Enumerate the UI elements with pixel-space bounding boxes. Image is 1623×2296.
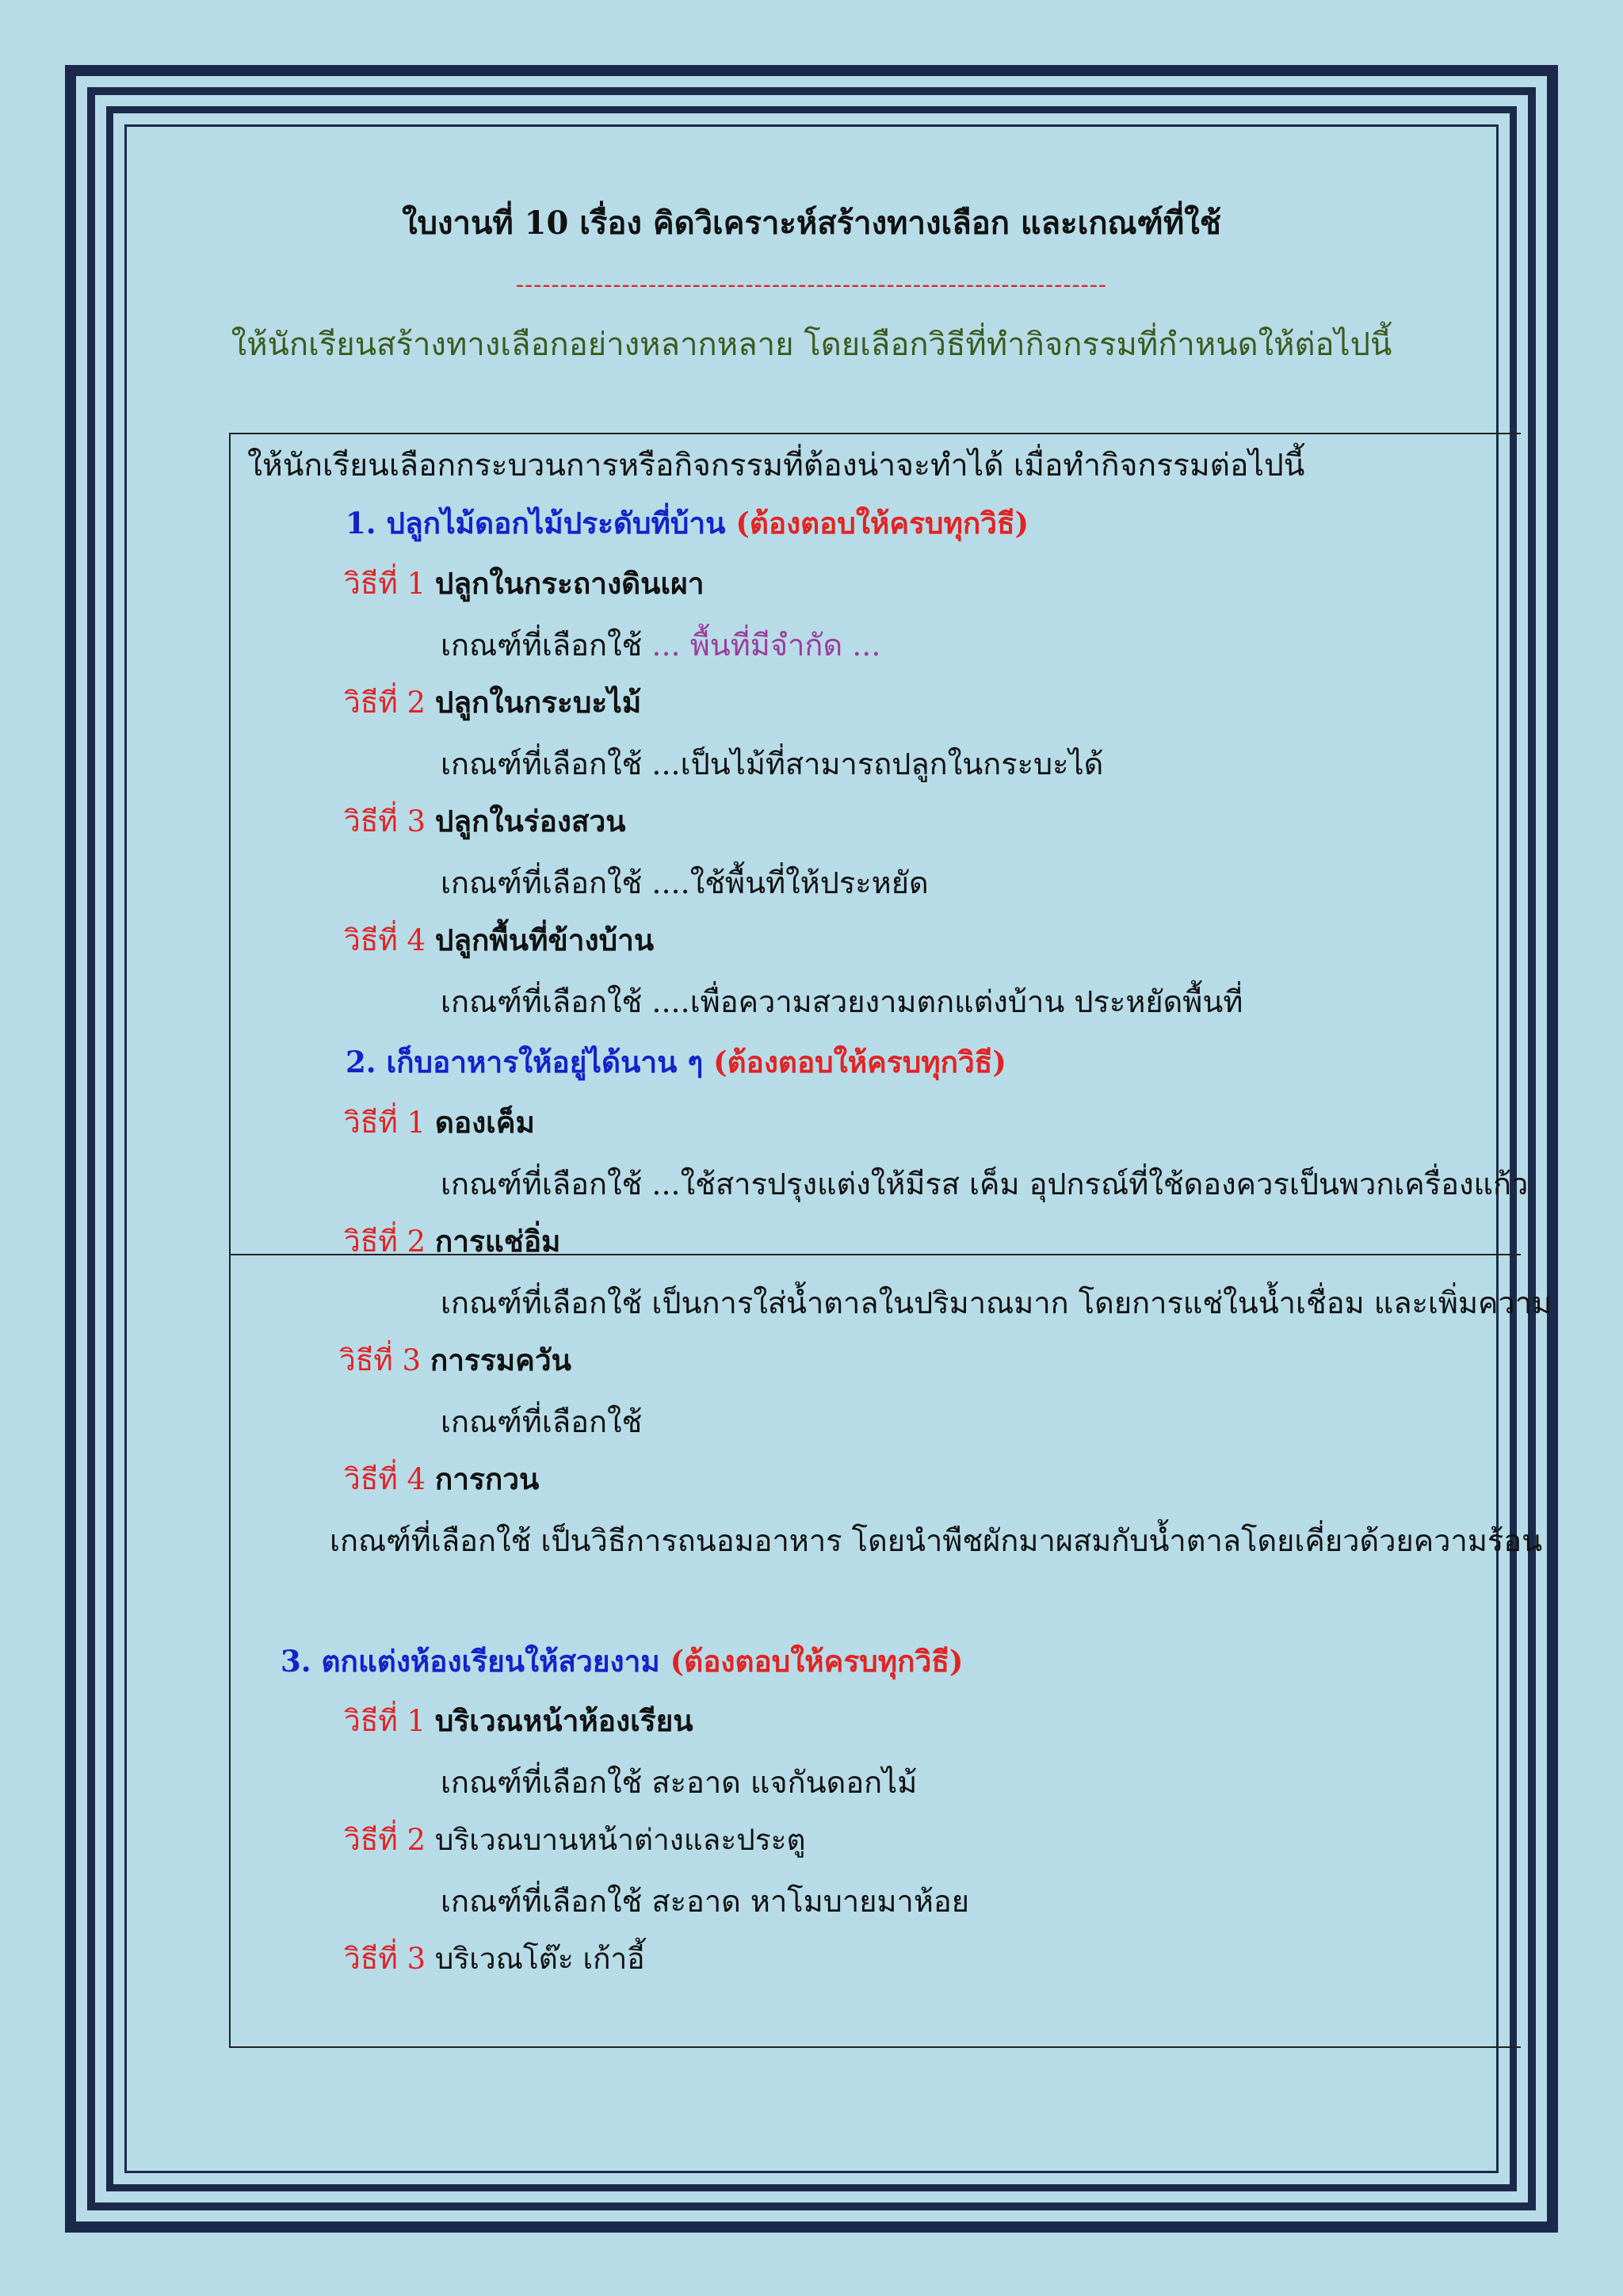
criteria-value: เป็นวิธีการถนอมอาหาร โดยนำพืชผักมาผสมกับน้ำตาลโดยเคี่ยวด้วยความร้อน (540, 1523, 1543, 1558)
way-name: การรมควัน (430, 1343, 571, 1377)
section-1-heading (346, 506, 1029, 541)
criteria-label: เกณฑ์ที่เลือกใช้ (441, 865, 643, 900)
way-2-3 (339, 1343, 571, 1377)
criteria-value: ...เป็นไม้ที่สามารถปลูกในกระบะได้ (651, 747, 1104, 781)
criteria-2-2 (441, 1288, 1552, 1318)
criteria-1-2 (441, 749, 1103, 779)
criteria-value: ....เพื่อความสวยงามตกแต่งบ้าน ประหยัดพื้นที่ (651, 984, 1243, 1019)
criteria-label: เกณฑ์ที่เลือกใช้ (441, 984, 643, 1019)
way-2-4 (344, 1461, 540, 1496)
way-1-3 (344, 804, 626, 839)
criteria-3-1 (441, 1765, 918, 1800)
criteria-2-1 (441, 1169, 1528, 1199)
way-label: วิธีที่ 3 (339, 1343, 422, 1377)
box-lead-text: ให้นักเรียนเลือกกระบวนการหรือกิจกรรมที่ต้องน่าจะทำได้ เมื่อทำกิจกรรมต่อไปนี้ (247, 448, 1305, 483)
way-3-1 (344, 1703, 693, 1738)
way-3-2 (344, 1825, 805, 1855)
dashed-divider: ------------------------------------------------------------------- (515, 271, 1108, 299)
criteria-value: สะอาด หาโมบายมาห้อย (651, 1884, 970, 1919)
way-name: บริเวณโต๊ะ เก้าอี้ (434, 1942, 645, 1976)
section-heading-text: 1. ปลูกไม้ดอกไม้ประดับที่บ้าน (346, 506, 726, 541)
criteria-label: เกณฑ์ที่เลือกใช้ (330, 1523, 532, 1558)
way-1-1 (344, 566, 705, 601)
criteria-label: เกณฑ์ที่เลือกใช้ (441, 1404, 643, 1439)
way-1-2 (344, 685, 642, 720)
criteria-2-3 (441, 1404, 643, 1439)
criteria-1-3 (441, 865, 929, 900)
way-label: วิธีที่ 2 (344, 1823, 426, 1857)
section-heading-text: 2. เก็บอาหารให้อยู่ได้นาน ๆ (346, 1045, 704, 1079)
worksheet-title: ใบงานที่ 10 เรื่อง คิดวิเคราะห์สร้างทางเลือก และเกณฑ์ที่ใช้ (402, 204, 1221, 242)
way-name: การกวน (434, 1461, 540, 1496)
criteria-1-4 (441, 984, 1243, 1019)
criteria-label: เกณฑ์ที่เลือกใช้ (441, 1884, 643, 1919)
way-name: ปลูกในกระถางดินเผา (434, 566, 705, 601)
criteria-label: เกณฑ์ที่เลือกใช้ (441, 1286, 643, 1320)
criteria-label: เกณฑ์ที่เลือกใช้ (441, 1765, 643, 1800)
section-required-note: (ต้องตอบให้ครบทุกวิธี) (670, 1644, 964, 1679)
criteria-2-4 (330, 1523, 1543, 1558)
criteria-value: เป็นการใส่น้ำตาลในปริมาณมาก โดยการแช่ในน้ำเชื่อม และเพิ่มความ (651, 1286, 1552, 1320)
section-required-note: (ต้องตอบให้ครบทุกวิธี) (735, 506, 1029, 541)
criteria-1-1 (441, 628, 881, 663)
way-name: ปลูกในร่องสวน (434, 804, 626, 839)
way-label: วิธีที่ 4 (344, 923, 426, 957)
way-name: บริเวณหน้าห้องเรียน (434, 1703, 693, 1738)
way-name: การแช่อิ่ม (434, 1224, 561, 1259)
criteria-value: สะอาด แจกันดอกไม้ (651, 1765, 918, 1800)
way-2-1 (344, 1105, 535, 1140)
way-1-4 (344, 923, 655, 957)
way-label: วิธีที่ 4 (344, 1462, 426, 1496)
section-heading-text: 3. ตกแต่งห้องเรียนให้สวยงาม (281, 1644, 660, 1679)
way-3-3 (344, 1942, 645, 1976)
criteria-label: เกณฑ์ที่เลือกใช้ (441, 747, 643, 781)
criteria-value: ....ใช้พื้นที่ให้ประหยัด (651, 865, 929, 900)
way-label: วิธีที่ 1 (344, 567, 426, 601)
section-3-heading (281, 1644, 964, 1679)
criteria-label: เกณฑ์ที่เลือกใช้ (441, 628, 643, 663)
way-label: วิธีที่ 3 (344, 1942, 426, 1976)
section-required-note: (ต้องตอบให้ครบทุกวิธี) (713, 1045, 1006, 1079)
way-label: วิธีที่ 1 (344, 1704, 426, 1738)
criteria-3-2 (441, 1884, 970, 1919)
way-label: วิธีที่ 2 (344, 686, 426, 720)
way-label: วิธีที่ 1 (344, 1106, 426, 1140)
way-name: ดองเค็ม (434, 1105, 535, 1140)
section-2-heading (346, 1045, 1006, 1079)
way-2-2 (344, 1224, 561, 1259)
way-label: วิธีที่ 3 (344, 804, 426, 839)
instruction-text: ให้นักเรียนสร้างทางเลือกอย่างหลากหลาย โดยเลือกวิธีที่ทำกิจกรรมที่กำหนดให้ต่อไปนี้ (231, 327, 1392, 363)
criteria-label: เกณฑ์ที่เลือกใช้ (441, 1167, 643, 1201)
way-name: บริเวณบานหน้าต่างและประตู (434, 1823, 806, 1857)
way-name: ปลูกพื้นที่ข้างบ้าน (434, 923, 655, 957)
criteria-value: ... พื้นที่มีจำกัด ... (651, 628, 881, 663)
way-label: วิธีที่ 2 (344, 1224, 426, 1259)
way-name: ปลูกในกระบะไม้ (434, 685, 642, 720)
criteria-value: ...ใช้สารปรุงแต่งให้มีรส เค็ม อุปกรณ์ที่ใช้ดองควรเป็นพวกเครื่องแก้ว (651, 1167, 1529, 1201)
